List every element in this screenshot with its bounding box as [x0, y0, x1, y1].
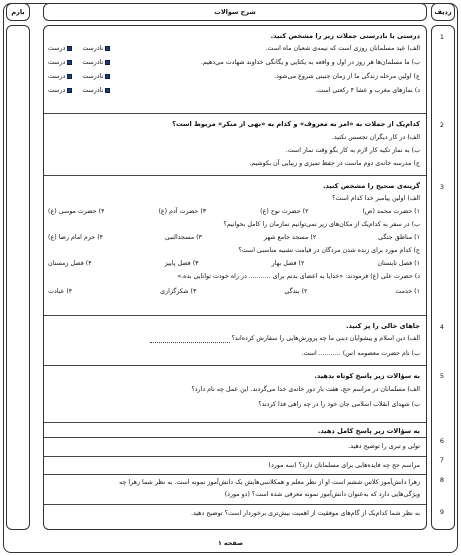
answer-blank[interactable]	[150, 338, 230, 343]
question-4	[43, 316, 426, 366]
checkbox-icon[interactable]	[67, 46, 72, 51]
question-3-title: گزینه‌ی صحیح را مشخص کنید.	[322, 182, 420, 190]
question-number-2: 2	[439, 121, 445, 129]
checkbox-icon[interactable]	[105, 74, 110, 79]
section-full-answer	[43, 423, 426, 438]
question-3-d-label: د) حضرت علی (ع) فرمودند: «خدایا به اعضای بدنم برای ........... در راه خودت توانایی بده.»	[177, 273, 420, 280]
question-3-c-label: ج) کدام مورد برای زنده شدن مردگان در قیامت تشبیه مناسبی است؟	[238, 247, 420, 254]
row-number-column	[431, 25, 455, 530]
question-number-4: 4	[439, 323, 445, 331]
question-2	[43, 114, 426, 176]
question-3-a-options: ۱) حضرت محمد (ص) ۲) حضرت نوح (ع) ۳) حضرت آدم (ع) ۴) حضرت موسی (ع)	[48, 208, 420, 215]
true-false-group-a: نادرست درست	[48, 45, 110, 53]
checkbox-icon[interactable]	[105, 60, 110, 65]
header-radif: ردیف	[431, 3, 455, 21]
question-4-item-a: الف) دین اسلام و پیشوایان دینی ما چه پرورش‌هایی را سفارش کرده‌اند؟	[48, 335, 420, 343]
questions-column	[43, 25, 427, 530]
question-2-item-b: ب) به نماز تکیه کار لازم به کار بگو وقت نماز است.	[285, 147, 420, 154]
true-false-group-d: نادرست درست	[48, 87, 110, 95]
question-8-line-2: ویژگی‌هایی دارد که به‌عنوان دانش‌آموز نمونه معرفی شده است؟ (دو مورد)	[224, 491, 420, 498]
true-false-group-c: نادرست درست	[48, 73, 110, 81]
question-number-1: 1	[439, 33, 445, 41]
question-number-5: 5	[439, 372, 445, 380]
question-1-item-b: ب) ما مسلمان‌ها هر روز در اول و واقعه به یکتایی و یگانگی خداوند شهادت می‌دهیم.	[200, 59, 420, 66]
question-5	[43, 366, 426, 423]
question-5-item-a: الف) مسلمانان در مراسم حج، هفت بار دور خانه‌ی خدا می‌گردند. این عمل چه نام دارد؟	[191, 386, 420, 393]
question-5-item-b: ب) شهدای انقلاب اسلامی جان خود را در چه راهی فدا کردند؟	[258, 401, 420, 408]
score-column	[6, 25, 30, 530]
question-9-text: به نظر شما کدام‌یک از گام‌های موفقیت از اهمیت بیش‌تری برخوردار است؟ توضیح دهید.	[190, 510, 420, 517]
question-1-title: درستی یا نادرستی جملات زیر را مشخص کنید.	[270, 32, 420, 40]
question-number-7: 7	[439, 456, 445, 464]
question-5-title: به سؤالات زیر پاسخ کوتاه بدهید.	[314, 372, 420, 380]
question-9	[43, 505, 426, 530]
question-7-text: مراسم حج چه فایده‌هایی برای مسلمانان دارد؟ (سه مورد)	[268, 462, 420, 469]
checkbox-icon[interactable]	[105, 88, 110, 93]
header-description: شرح سوالات	[43, 3, 427, 21]
question-number-6: 6	[439, 437, 445, 445]
question-2-title: کدام‌یک از جملات به «امر به معروف» و کدام به «نهی از منکر» مربوط است؟	[172, 120, 420, 128]
checkbox-icon[interactable]	[67, 88, 72, 93]
checkbox-icon[interactable]	[105, 46, 110, 51]
question-3-b-options: ۱) مناطق جنگی ۲) مسجد جامع شهر ۳) مسجدالنبی ۴) حرم امام رضا (ع)	[48, 234, 420, 241]
question-1-item-c: ج) اولین مرحله زندگی ما از زمان جنینی شروع می‌شود.	[274, 73, 420, 80]
question-number-8: 8	[439, 476, 445, 484]
question-3-b-label: ب) در سفر به کدام‌یک از مکان‌های زیر نمی‌توانیم نمازمان را کامل بخوانیم؟	[223, 221, 420, 228]
header-score: بارم	[6, 3, 30, 21]
question-3	[43, 176, 426, 316]
question-7	[43, 457, 426, 475]
question-2-item-c: ج) مدرسه خانه‌ی دوم ماست در حفظ تمیزی و زیبایی آن بکوشیم.	[249, 160, 420, 167]
question-3-c-options: ۱) فصل تابستان ۲) فصل بهار ۳) فصل پاییز ۴) فصل زمستان	[48, 260, 420, 267]
question-number-9: 9	[439, 508, 445, 516]
question-6-text: تولی و تبری را توضیح دهید.	[348, 443, 420, 450]
question-number-3: 3	[439, 183, 445, 191]
question-2-item-a: الف) در کار دیگران تجسس نکنید.	[331, 134, 420, 141]
question-4-title: جاهای خالی را پر کنید.	[345, 322, 420, 330]
question-8	[43, 475, 426, 505]
true-false-group-b: نادرست درست	[48, 59, 110, 67]
checkbox-icon[interactable]	[67, 74, 72, 79]
question-1-item-d: د) نمازهای مغرب و عشا ۴ رکعتی است.	[315, 87, 420, 94]
question-6	[43, 438, 426, 457]
checkbox-icon[interactable]	[67, 60, 72, 65]
question-8-line-1: زهرا دانش‌آموز کلاس ششم است او از نظر معلم و همکلاسی‌هایش یک دانش‌آموز نمونه است. به نظر شما زهرا چه	[119, 479, 420, 486]
question-3-d-options: ۱) خدمت ۲) بندگی ۳) شکرگزاری ۴) عبادت	[48, 288, 420, 295]
page-footer: صفحه ۱	[217, 540, 243, 548]
question-1-item-a: الف) عید مسلمانان روزی است که نیمه‌ی شعبان ماه است.	[265, 45, 420, 52]
question-1	[43, 26, 426, 114]
question-4-item-b: ب) نام حضرت معصومه (س) ........... است.	[301, 350, 420, 357]
section-full-answer-title: به سؤالات زیر پاسخ کامل دهید.	[317, 427, 420, 435]
question-3-a-label: الف) اولین پیامبر خدا کدام است؟	[332, 195, 420, 202]
